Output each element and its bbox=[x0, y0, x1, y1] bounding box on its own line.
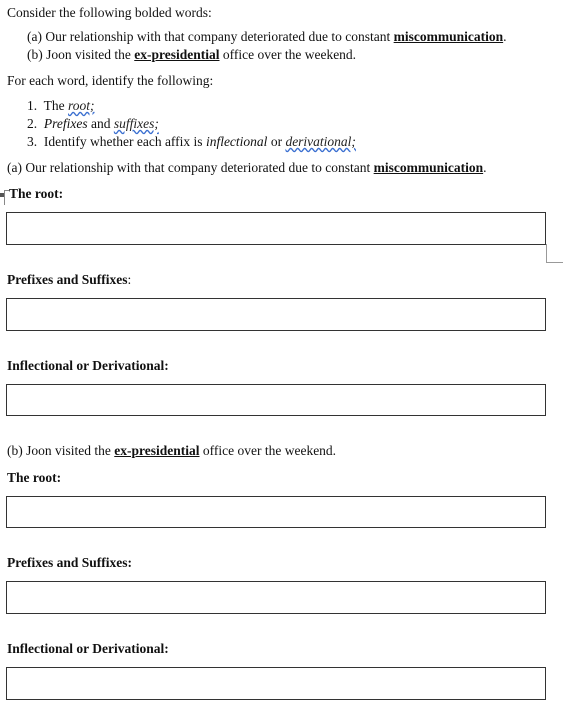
term-root: root; bbox=[68, 98, 95, 113]
sentence-b-word: ex-presidential bbox=[134, 47, 220, 62]
section-b-root-input[interactable] bbox=[6, 496, 546, 528]
sentence-b-prefix: Joon visited the bbox=[46, 47, 131, 62]
section-b-heading-suffix: office over the weekend. bbox=[202, 443, 337, 458]
term-suffixes: suffixes; bbox=[113, 116, 159, 131]
term-derivational: derivational; bbox=[285, 134, 356, 149]
section-a-heading-word: miscommunication bbox=[373, 160, 484, 175]
list-text: and bbox=[90, 116, 111, 131]
sentence-a-suffix: . bbox=[503, 29, 507, 44]
sentence-a-label: (a) bbox=[27, 29, 42, 44]
section-b-affix-input[interactable] bbox=[6, 581, 546, 614]
section-a-type-label: Inflectional or Derivational: bbox=[7, 358, 169, 373]
section-a-root-label: The root: bbox=[9, 186, 64, 201]
list-text: Identify whether each affix is bbox=[43, 134, 203, 149]
section-a-type-input[interactable] bbox=[6, 384, 546, 416]
list-item bbox=[27, 116, 159, 132]
list-text: The bbox=[43, 98, 65, 113]
instruction-text: For each word, identify the following: bbox=[7, 73, 214, 88]
list-num: 2. bbox=[27, 116, 38, 131]
section-b-heading-word: ex-presidential bbox=[114, 443, 200, 458]
sentence-b-label: (b) bbox=[27, 47, 43, 62]
intro-text: Consider the following bolded words: bbox=[7, 5, 212, 20]
section-b-type-input[interactable] bbox=[6, 667, 546, 700]
section-b-affix-label: Prefixes and Suffixes: bbox=[7, 555, 132, 570]
section-b-heading-prefix: (b) Joon visited the bbox=[7, 443, 111, 458]
list-num: 3. bbox=[27, 134, 38, 149]
term-prefixes: Prefixes bbox=[43, 116, 88, 131]
margin-mark bbox=[546, 244, 563, 263]
section-b-root-label: The root: bbox=[7, 470, 62, 485]
section-b-type-label: Inflectional or Derivational: bbox=[7, 641, 169, 656]
list-text: or bbox=[270, 134, 283, 149]
list-item bbox=[27, 98, 95, 114]
list-num: 1. bbox=[27, 98, 38, 113]
section-a-heading-prefix: (a) Our relationship with that company deteriorated due to constant bbox=[7, 160, 371, 175]
list-item bbox=[27, 134, 356, 150]
sentence-a bbox=[27, 29, 507, 45]
sentence-a-prefix: Our relationship with that company deteriorated due to constant bbox=[45, 29, 391, 44]
term-inflectional: inflectional bbox=[205, 134, 268, 149]
sentence-b bbox=[27, 47, 356, 63]
section-b-heading bbox=[7, 443, 336, 459]
sentence-a-word: miscommunication bbox=[393, 29, 504, 44]
sentence-b-suffix: office over the weekend. bbox=[222, 47, 357, 62]
section-a-root-input[interactable] bbox=[6, 212, 546, 245]
section-a-heading bbox=[7, 160, 487, 176]
section-a-heading-suffix: . bbox=[483, 160, 487, 175]
section-a-affix-input[interactable] bbox=[6, 298, 546, 331]
section-a-affix-label: Prefixes and Suffixes: bbox=[7, 272, 132, 287]
